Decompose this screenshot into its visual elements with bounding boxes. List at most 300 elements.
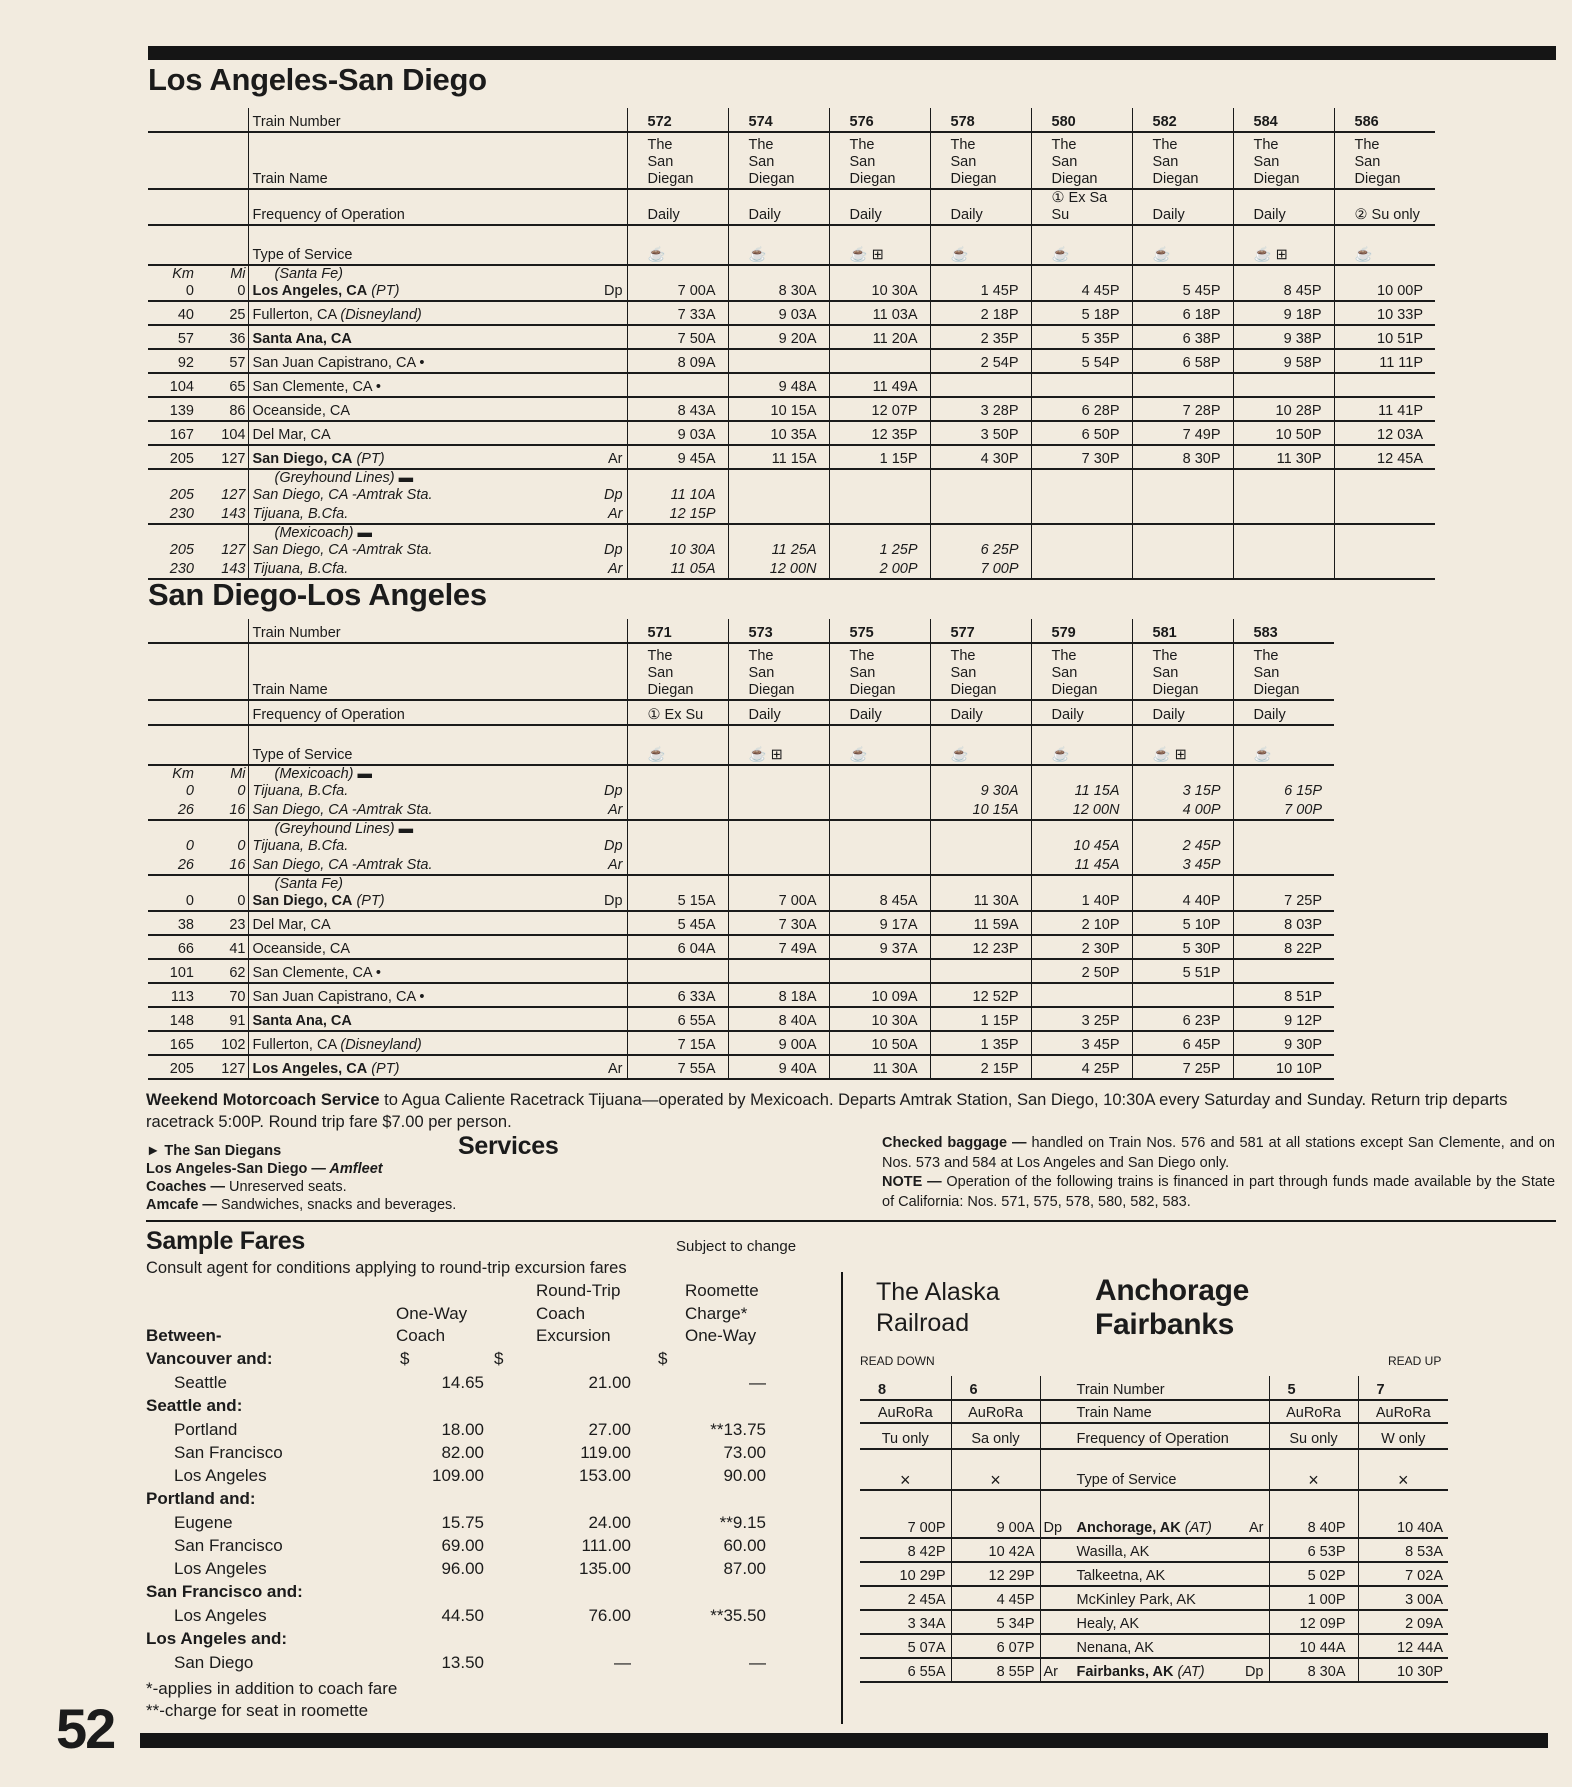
station [248,559,593,579]
time-cell [728,800,829,820]
time-cell: 1 15P [930,1007,1031,1031]
station-name: Tijuana, B.Cfa. [252,783,349,799]
time-cell: 4 45P [1031,283,1132,301]
station [248,301,593,325]
time-cell [1233,959,1334,983]
km: 205 [169,487,194,503]
station [1040,1562,1269,1586]
mi: 104 [196,421,248,445]
km: 66 [148,935,196,959]
km: 230 [148,559,196,579]
time-cell: 11 05A [627,559,728,579]
currency [486,1628,636,1652]
carrier-name: (Santa Fe) [248,265,627,283]
train-frequency: Daily [1031,700,1132,725]
time-cell: 8 40P [1269,1490,1358,1538]
fares-consult: Consult agent for conditions applying to round-trip excursion fares [146,1259,627,1277]
time-cell [728,959,829,983]
train-frequency: Daily [829,189,930,225]
fare-destination: Seattle [174,1372,227,1392]
train-name: The San Diegan [1132,643,1233,700]
station [248,1007,593,1031]
time-cell: 11 49A [829,373,930,397]
mi: 16 [196,855,248,875]
km: 101 [148,959,196,983]
time-cell: 9 45A [627,445,728,469]
fare-origin: Los Angeles and: [146,1629,288,1649]
fare-destination: Eugene [174,1512,233,1532]
time-cell: 3 45P [1132,855,1233,875]
fare-row [146,1512,826,1535]
time-cell [1031,542,1132,559]
station-name: San Juan Capistrano, CA • [252,355,425,371]
currency [346,1395,486,1419]
station-name: Tijuana, B.Cfa. [252,561,349,577]
header-label: Train Number [248,108,627,132]
carrier-row [148,820,1334,838]
time-cell [1132,559,1233,579]
currency [486,1395,636,1419]
currency [636,1395,826,1419]
station-row [148,542,1435,559]
fare-row [146,1442,826,1465]
round-trip-fare: 135.00 [579,1558,631,1578]
train-frequency: Daily [1132,700,1233,725]
time-cell: 5 45P [1132,283,1233,301]
km: 148 [148,1007,196,1031]
time-cell [1233,559,1334,579]
services-item: Los Angeles-San Diego — Amfleet [146,1161,383,1177]
train-number: 582 [1132,108,1233,132]
station [248,935,593,959]
time-cell [627,783,728,800]
station-name: Fullerton, CA [252,1037,337,1053]
train-service: ☕ ⊞ [1132,725,1233,765]
time-cell: 7 00P [1233,800,1334,820]
mi: 0 [196,283,248,301]
mi: 25 [196,301,248,325]
station [1040,1490,1269,1538]
weekend-lead: Weekend Motorcoach Service [146,1091,380,1109]
mi: 57 [196,349,248,373]
station-row [148,959,1334,983]
time-cell: 3 28P [930,397,1031,421]
time-cell [1031,559,1132,579]
time-cell: 5 51P [1132,959,1233,983]
down-train-frequency: Tu only [860,1423,951,1449]
station-row [148,911,1334,935]
carrier-name: (Mexicoach) ▬ [248,524,627,542]
one-way-fare: 44.50 [441,1605,484,1625]
km: 113 [148,983,196,1007]
km: 92 [148,349,196,373]
time-cell: 7 00P [930,559,1031,579]
train-frequency: Daily [728,189,829,225]
down-train-service: × [951,1449,1040,1490]
dp-ar: Dp [593,283,627,301]
km-header [148,820,196,838]
fare-destination: San Diego [174,1652,254,1672]
station-row [148,301,1435,325]
time-cell: 9 37A [829,935,930,959]
dp-ar [593,1007,627,1031]
dp-ar [593,959,627,983]
alaska-stop-row [860,1538,1448,1562]
train-frequency: ① Ex Su [627,700,728,725]
station [248,325,593,349]
time-cell: 5 45A [627,911,728,935]
time-cell [1233,838,1334,855]
round-trip-fare: 119.00 [580,1442,631,1462]
time-cell: 10 51P [1334,325,1435,349]
fare-row [146,1372,826,1395]
services-right [882,1134,1555,1212]
roomette-fare: **35.50 [710,1605,766,1625]
time-cell: 8 51P [1233,983,1334,1007]
time-cell [829,959,930,983]
time-cell: 6 15P [1233,783,1334,800]
carrier-row [148,265,1435,283]
time-cell [1132,487,1233,504]
header-row-number [148,619,1334,643]
fares-footnotes [146,1678,397,1722]
station-note: (PT) [371,1061,400,1077]
train-name: The San Diegan [829,132,930,189]
time-cell: 11 15A [1031,783,1132,800]
time-cell: 6 38P [1132,325,1233,349]
km: 26 [148,800,196,820]
station-name: San Diego, CA -Amtrak Sta. [252,542,433,558]
up-train-frequency: Su only [1269,1423,1358,1449]
station-name: San Diego, CA -Amtrak Sta. [252,857,433,873]
station-row [148,800,1334,820]
dp-ar [593,397,627,421]
time-cell: 10 30A [829,283,930,301]
time-cell: 1 00P [1269,1586,1358,1610]
time-cell: 8 18A [728,983,829,1007]
train-frequency: Daily [829,700,930,725]
round-trip-fare: 27.00 [588,1419,631,1439]
time-cell: 10 29P [860,1562,951,1586]
time-cell: 6 23P [1132,1007,1233,1031]
time-cell: 11 41P [1334,397,1435,421]
mi-header [196,875,248,893]
station-name: Wasilla, AK [1076,1544,1150,1560]
time-cell: 7 50A [627,325,728,349]
fare-row [146,1605,826,1628]
fare-group-row [146,1395,826,1419]
train-name: The San Diegan [728,643,829,700]
time-cell [627,959,728,983]
down-train-name: AuRoRa [860,1400,951,1423]
time-cell: 10 42A [951,1538,1040,1562]
fare-row [146,1535,826,1558]
roomette-fare: **13.75 [710,1419,766,1439]
dp-ar [593,911,627,935]
time-cell: 1 45P [930,283,1031,301]
carrier-name: (Greyhound Lines) ▬ [248,469,627,487]
alaska-stop-row [860,1586,1448,1610]
km: 104 [148,373,196,397]
alaska-stop-row [860,1610,1448,1634]
time-cell: 3 00A [1358,1586,1448,1610]
station-name: Anchorage, AK [1076,1520,1181,1536]
header-row-name [148,643,1334,700]
train-name: The San Diegan [930,132,1031,189]
header-label: Train Name [248,643,627,700]
time-cell: 2 54P [930,349,1031,373]
station-row [148,559,1435,579]
time-cell: 8 43A [627,397,728,421]
station-name: Los Angeles, CA [252,283,368,299]
time-cell: 5 18P [1031,301,1132,325]
km: 38 [148,911,196,935]
time-cell: 5 10P [1132,911,1233,935]
mi: 0 [237,783,246,799]
station-name: Fullerton, CA [252,307,337,323]
station-row [148,445,1435,469]
between-label: Between- [146,1326,222,1345]
station-note: (AT) [1184,1520,1212,1536]
time-cell: 8 45P [1233,283,1334,301]
time-cell: 3 15P [1132,783,1233,800]
time-cell: 10 30P [1358,1658,1448,1682]
time-cell: 6 55A [627,1007,728,1031]
time-cell: 9 48A [728,373,829,397]
mi: 23 [196,911,248,935]
station-name: Los Angeles, CA [252,1061,368,1077]
train-name: The San Diegan [1031,132,1132,189]
time-cell: 4 45P [951,1586,1040,1610]
station-row [148,855,1334,875]
time-cell: 2 09A [1358,1610,1448,1634]
alaska-header-name [860,1400,1448,1423]
alaska-stop-row [860,1490,1448,1538]
dp-ar [593,325,627,349]
time-cell [627,800,728,820]
read-down-label: READ DOWN [860,1354,935,1368]
alaska-route-title: Anchorage Fairbanks [1095,1274,1249,1341]
footnote: *-applies in addition to coach fare [146,1679,398,1698]
down-train-name: AuRoRa [951,1400,1040,1423]
train-number: 576 [829,108,930,132]
km-header [148,469,196,487]
carrier-row [148,875,1334,893]
km: 57 [148,325,196,349]
time-cell [1233,504,1334,524]
header-label: Type of Service [1040,1449,1269,1490]
time-cell [728,504,829,524]
fares-subject: Subject to change [676,1238,797,1255]
dp-ar: Dp [1244,1664,1264,1680]
alaska-header-service [860,1449,1448,1490]
currency [346,1581,486,1605]
km: 0 [185,783,194,799]
train-service: ☕ ⊞ [1233,225,1334,265]
time-cell [829,838,930,855]
station-name: San Clemente, CA • [252,379,381,395]
km: 40 [148,301,196,325]
down-train-service: × [860,1449,951,1490]
station-name: Healy, AK [1076,1616,1140,1632]
km-header: Km [172,766,194,782]
train-name: The San Diegan [930,643,1031,700]
fare-group-row [146,1581,826,1605]
station-name: Del Mar, CA [252,917,331,933]
fare-row [146,1419,826,1442]
time-cell: 10 28P [1233,397,1334,421]
km: 165 [148,1031,196,1055]
station [248,542,593,559]
time-cell: 8 03P [1233,911,1334,935]
header-label: Frequency of Operation [248,189,627,225]
round-trip-fare: 76.00 [588,1605,631,1625]
time-cell: 10 30A [627,542,728,559]
time-cell: 9 20A [728,325,829,349]
mi-header [196,524,248,542]
one-way-fare: 109.00 [432,1465,484,1485]
header-row-number [148,108,1435,132]
carrier-row [148,765,1334,783]
station-row [148,349,1435,373]
time-cell [930,959,1031,983]
train-service: ☕ [728,225,829,265]
dp-ar: Ar [593,445,627,469]
time-cell: 7 28P [1132,397,1233,421]
km: 139 [148,397,196,421]
fare-destination: San Francisco [174,1535,283,1555]
roomette-fare: 87.00 [723,1558,766,1578]
round-trip-fare: 153.00 [579,1465,631,1485]
time-cell: 8 30A [728,283,829,301]
dp-ar: Ar [593,800,627,820]
mi: 0 [196,893,248,911]
page-number: 52 [56,1697,115,1760]
fare-destination: Los Angeles [174,1465,267,1485]
currency [486,1581,636,1605]
train-number: 580 [1031,108,1132,132]
train-number: 579 [1031,619,1132,643]
train-frequency: Daily [1132,189,1233,225]
dp-ar: Dp [603,542,623,558]
time-cell: 6 53P [1269,1538,1358,1562]
services-heading: Services [458,1132,559,1160]
time-cell: 3 50P [930,421,1031,445]
time-cell: 12 52P [930,983,1031,1007]
station-name: Oceanside, CA [252,941,351,957]
time-cell: 10 40A [1358,1490,1448,1538]
station-row [148,397,1435,421]
services-train-label: ► The San Diegans [146,1143,282,1159]
up-train-number: 5 [1269,1376,1358,1400]
currency [346,1628,486,1652]
station-row [148,893,1334,911]
fare-row [146,1652,826,1675]
mi: 102 [196,1031,248,1055]
alaska-timetable [860,1376,1448,1683]
mi-header [196,820,248,838]
time-cell [829,800,930,820]
dp-ar: Ar [593,1055,627,1079]
time-cell [1334,559,1435,579]
time-cell: 2 50P [1031,959,1132,983]
time-cell: 3 25P [1031,1007,1132,1031]
station-row [148,838,1334,855]
time-cell: 9 30P [1233,1031,1334,1055]
alaska-header-number [860,1376,1448,1400]
one-way-fare: 13.50 [441,1652,484,1672]
header-label: Train Name [248,132,627,189]
header-label: Train Number [248,619,627,643]
train-number: 571 [627,619,728,643]
round-trip-fare: 111.00 [581,1535,631,1555]
station [248,373,593,397]
fare-origin: Seattle and: [146,1396,243,1416]
fares-header-row [146,1280,826,1348]
station [248,1055,593,1079]
time-cell: 12 23P [930,935,1031,959]
time-cell: 6 04A [627,935,728,959]
time-cell: 8 40A [728,1007,829,1031]
station-note: (PT) [371,283,400,299]
mi: 62 [196,959,248,983]
alaska-railroad-name: The Alaska Railroad [876,1278,1000,1337]
time-cell: 5 34P [951,1610,1040,1634]
time-cell [728,783,829,800]
station-name: San Juan Capistrano, CA • [252,989,425,1005]
alaska-stop-row [860,1634,1448,1658]
time-cell: 7 49A [728,935,829,959]
funding-note: NOTE — Operation of the following trains is financed in part through funds made available by the State of California: Nos. 571, 575, 578, 580, 582, 583. [882,1174,1556,1210]
currency [486,1488,636,1512]
time-cell [627,855,728,875]
time-cell: 7 00A [627,283,728,301]
one-way-fare: 82.00 [441,1442,484,1462]
time-cell: 3 34A [860,1610,951,1634]
la-sd-timetable [148,108,1435,580]
dp-ar: Dp [603,838,623,854]
roomette-fare: — [749,1372,766,1392]
station [1040,1586,1269,1610]
train-service: ☕ [1031,225,1132,265]
time-cell [1132,542,1233,559]
roomette-header: Roomette Charge* One-Way [685,1281,759,1345]
train-service: ☕ [829,725,930,765]
time-cell: 2 15P [930,1055,1031,1079]
train-frequency: Daily [930,189,1031,225]
station-name: Nenana, AK [1076,1640,1154,1656]
mi: 86 [196,397,248,421]
time-cell: 10 44A [1269,1634,1358,1658]
station-note: (PT) [356,893,385,909]
header-label: Train Number [1040,1376,1269,1400]
time-cell: 8 55P [951,1658,1040,1682]
roomette-fare: 90.00 [723,1465,766,1485]
fares-title: Sample Fares [146,1227,305,1255]
time-cell [1334,487,1435,504]
time-cell: 6 50P [1031,421,1132,445]
train-number: 572 [627,108,728,132]
time-cell: 6 25P [930,542,1031,559]
one-way-fare: 14.65 [441,1372,484,1392]
time-cell [930,487,1031,504]
time-cell: 7 30P [1031,445,1132,469]
time-cell: 11 15A [728,445,829,469]
station [248,855,593,875]
time-cell: 4 40P [1132,893,1233,911]
station-name: Del Mar, CA [252,427,331,443]
time-cell: 12 45A [1334,445,1435,469]
